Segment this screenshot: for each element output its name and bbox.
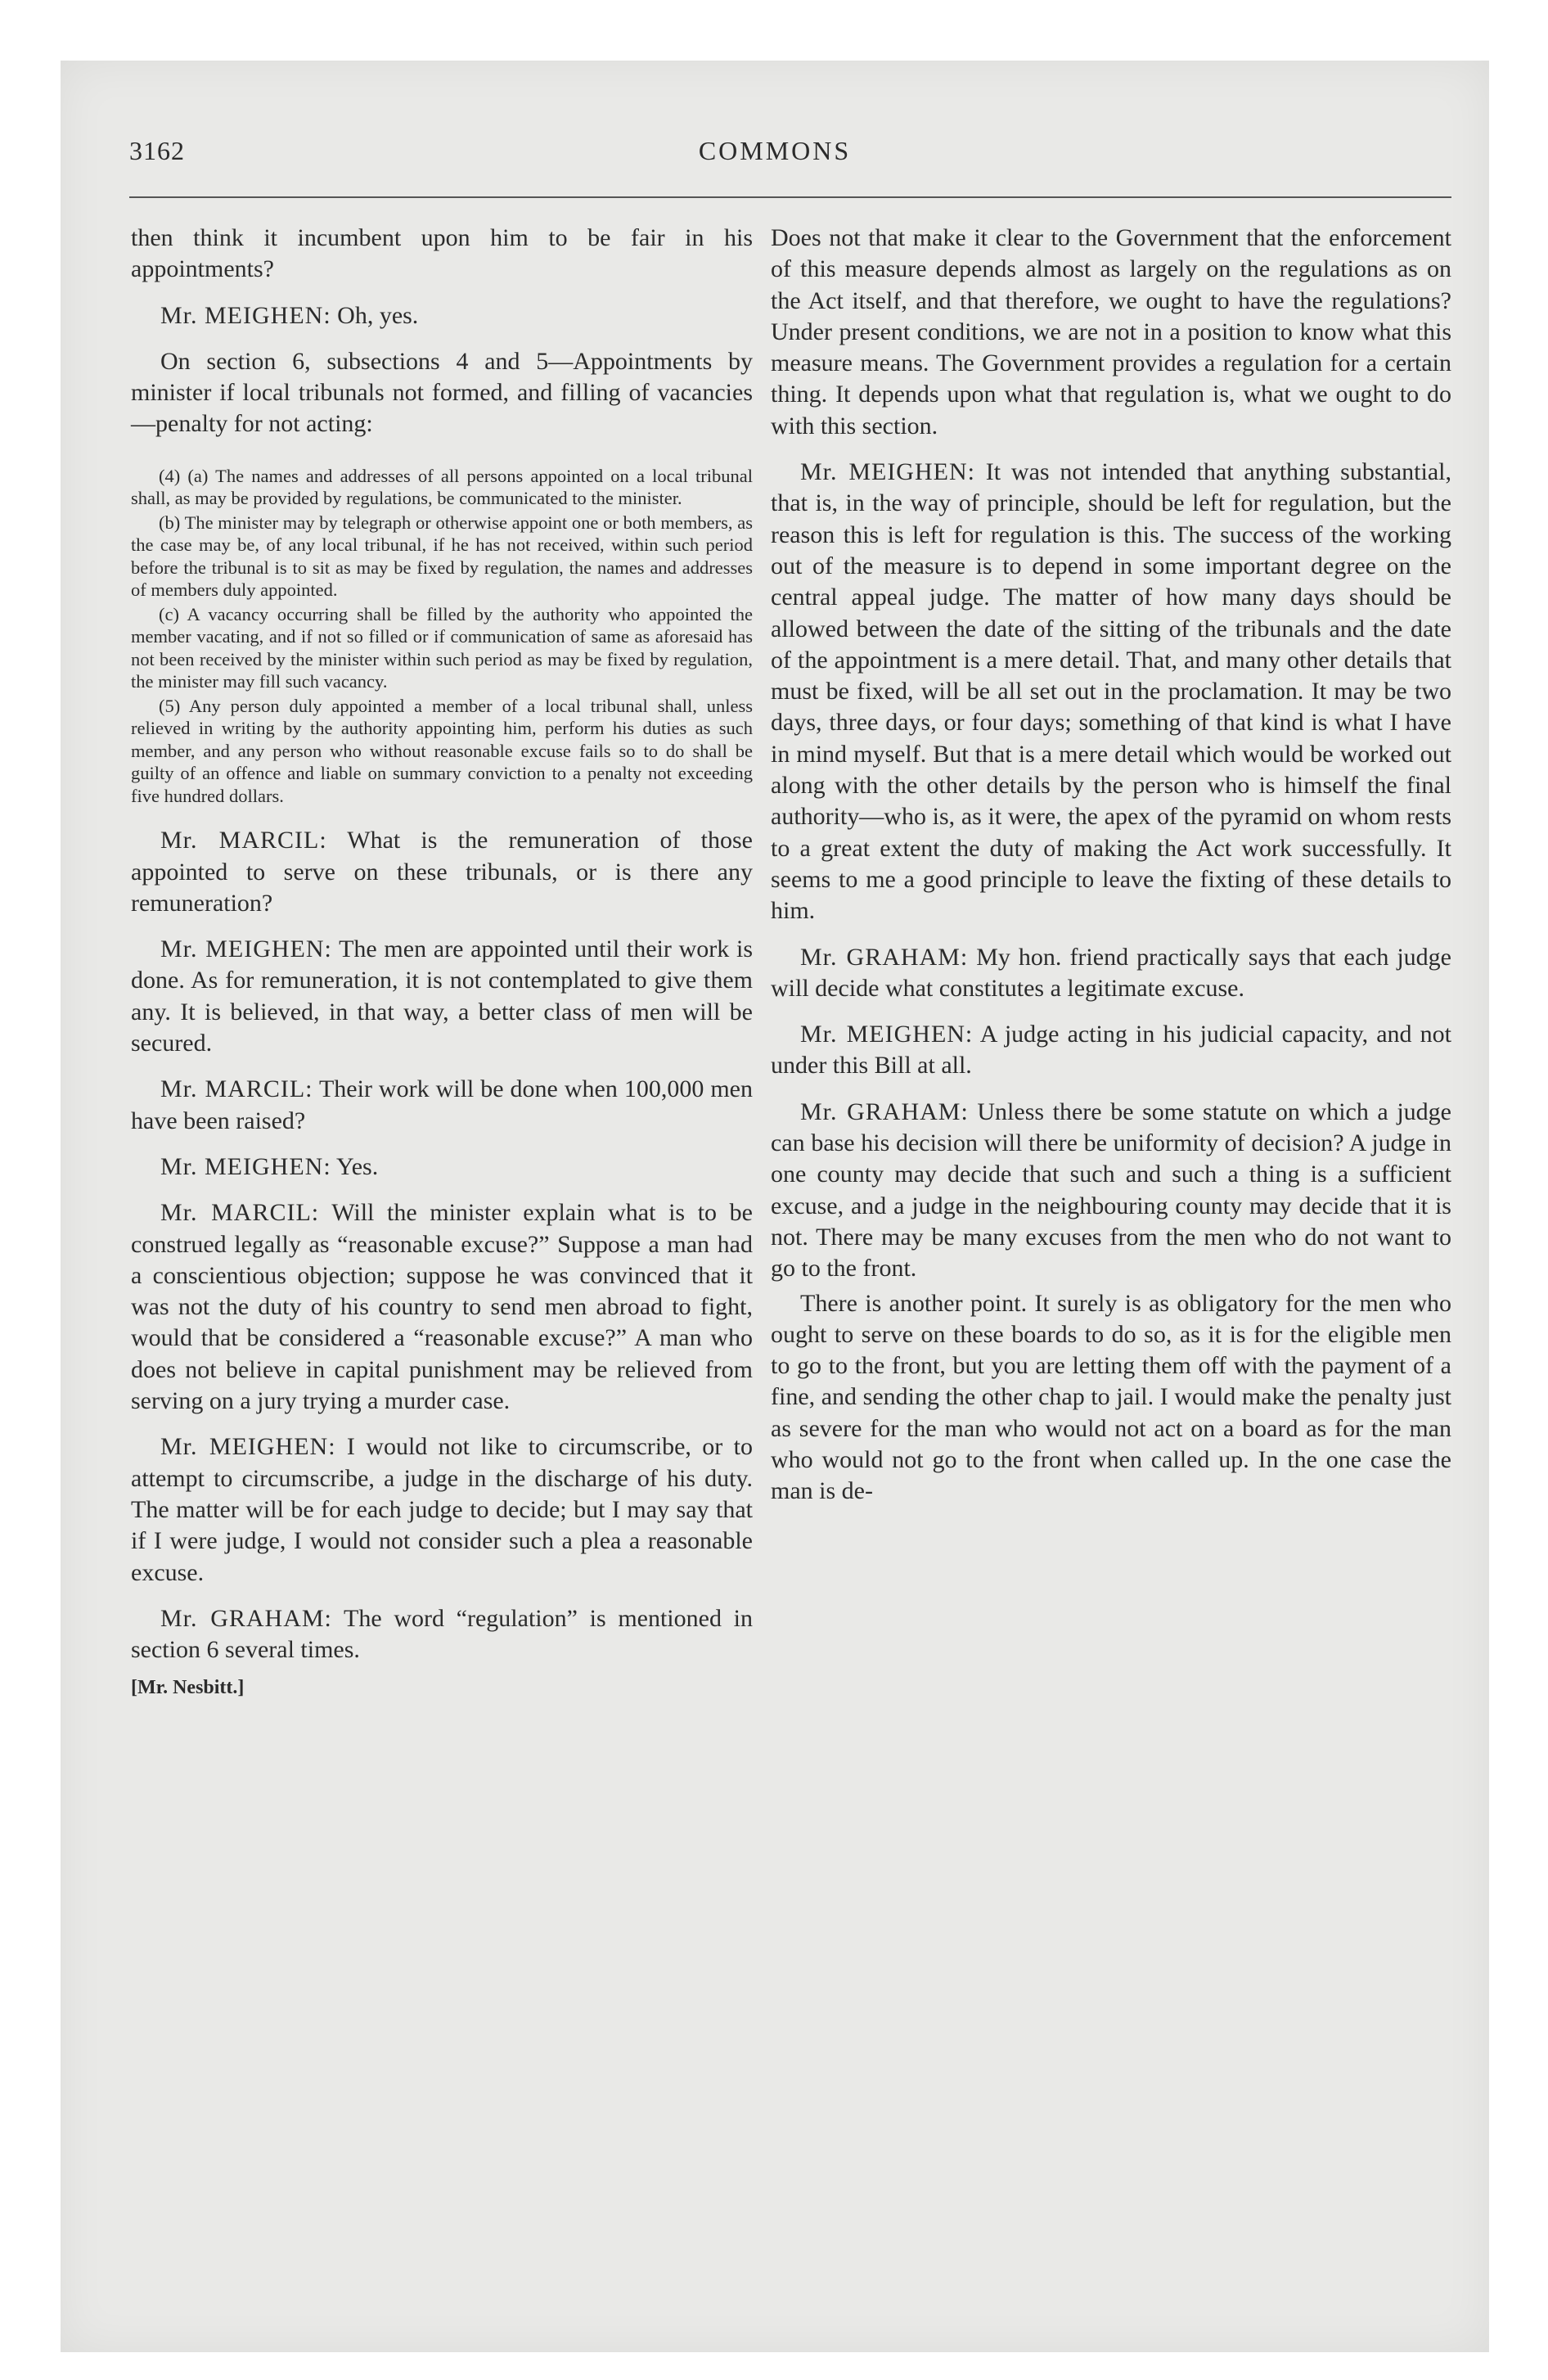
speech-text: Unless there be some statute on which a judge can base his decision will there be uniformity of decision? A judge in one county may decide that such and such a thing is a sufficient excuse, and a judge in the neighbouring county may decide that it is not. There may be many excuses from the men who do not want to go to the front. — [771, 1098, 1451, 1282]
speaker-name: Mr. MEIGHEN: — [800, 1021, 974, 1048]
speech — [131, 1197, 753, 1417]
speech — [131, 1152, 753, 1183]
speaker-name: Mr. MARCIL: — [160, 1199, 320, 1227]
running-head: COMMONS — [698, 136, 852, 165]
right-column — [771, 223, 1451, 1522]
header-rule — [129, 196, 1451, 198]
speech — [771, 1019, 1451, 1082]
speech — [131, 1603, 753, 1666]
speaker-name: Mr. MARCIL: — [160, 1075, 313, 1103]
speech — [131, 1074, 753, 1137]
speech-text: Yes. — [331, 1152, 379, 1180]
speech — [131, 825, 753, 919]
speaker-name: Mr. MARCIL: — [160, 827, 327, 854]
page — [61, 61, 1489, 2352]
speech-text: It was not intended that anything substantial, that is, in the way of principle, should be left for regulation, but the reason this is left for regulation is this. The success of the working out of the measure is to depend in some important degree on the central appeal judge. The matter of how many days should be allowed between the date of the sitting of the tribunals and the date of the appointment is a mere detail. That, and many other details that must be fixed, will be all set out in the proclamation. It may be two days, three days, or four days; something of that kind is what I have in mind myself. But that is a mere detail which would be worked out along with the other details by the person who is himself the final authority—who is, as it were, the apex of the pyramid on whom rests to a great extent the duty of making the Act work successfully. It seems to me a good principle to leave the fixting of these details to him. — [771, 458, 1451, 925]
speech-text: I would not like to circumscribe, or to attempt to circumscribe, a judge in the discharge of his duty. The matter will be for each judge to decide; but I may say that if I were judge, I would not consider such a plea a reasonable excuse. — [131, 1433, 753, 1586]
speaker-name: Mr. GRAHAM: — [800, 943, 969, 971]
speech-text: The word “regulation” is mentioned in section 6 several times. — [131, 1604, 753, 1664]
page-number: 3162 — [129, 136, 185, 165]
speaker-name: Mr. MEIGHEN: — [160, 935, 332, 963]
statute-clause: (b) The minister may by telegraph or otherwise appoint one or both members, as the case may be, of any local tribunal, if he has not received, within such period before the tribunal is to sit as may be fixed by regulation, the names and addresses of members duly appointed. — [131, 512, 753, 601]
speech — [131, 934, 753, 1059]
paragraph: then think it incumbent upon him to be fair in his appointments? — [131, 224, 753, 283]
speech — [131, 300, 753, 331]
speech-text: Their work will be done when 100,000 men have been raised? — [131, 1075, 753, 1134]
speaker-name: Mr. MEIGHEN: — [160, 1433, 336, 1461]
left-column — [131, 223, 753, 1704]
speech-text: Oh, yes. — [331, 301, 419, 329]
paragraph: There is another point. It surely is as obligatory for the men who ought to serve on these boards to do so, as it is for the eligible men to go to the front, but you are letting them off with the payment of a fine, and sending the other chap to jail. I would make the penalty just as severe for the man who would not act on a board as for the man who would not go to the front when called up. In the one case the man is de- — [771, 1289, 1451, 1505]
speaker-name: Mr. GRAHAM: — [800, 1098, 969, 1125]
speech — [771, 457, 1451, 926]
speaker-name: Mr. MEIGHEN: — [160, 1152, 331, 1180]
statute-clause: (4) (a) The names and addresses of all persons appointed on a local tribunal shall, as may be provided by regulations, be communicated to the minister. — [131, 465, 753, 509]
page-footer-speaker: [Mr. Nesbitt.] — [131, 1677, 245, 1699]
speech-text: Will the minister explain what is to be construed legally as “reasonable excuse?” Suppose a man had a conscientious objection; suppose he was convinced that it was not the duty of his country to send men abroad to fight, would that be considered a “reasonable excuse?” A man who does not believe in capital punishment may be relieved from serving on a jury trying a murder case. — [131, 1199, 753, 1415]
speech — [771, 1097, 1451, 1285]
speaker-name: Mr. GRAHAM: — [160, 1604, 332, 1632]
speech-text: What is the remuneration of those appointed to serve on these tribunals, or is there any remuneration? — [131, 827, 753, 917]
speech-text: A judge acting in his judicial capacity, and not under this Bill at all. — [771, 1021, 1451, 1080]
statute-clause: (c) A vacancy occurring shall be filled by the authority who appointed the member vacating, and if not so filled or if communication of same as aforesaid has not been received by the minister within such period as may be fixed by regulation, the minister may fill such vacancy. — [131, 603, 753, 692]
speech-text: My hon. friend practically says that each judge will decide what constitutes a legitimate excuse. — [771, 943, 1451, 1002]
section-heading: On section 6, subsections 4 and 5—Appointments by minister if local tribunals not formed, and filling of vacancies—penalty for not acting: — [131, 347, 753, 438]
speech — [131, 1431, 753, 1588]
statute-clause: (5) Any person duly appointed a member of a local tribunal shall, unless relieved in writing by the authority appointing him, perform his duties as such member, and any person who without reasonable excuse fails so to do shall be guilty of an offence and liable on summary conviction to a penalty not exceeding five hundred dollars. — [131, 695, 753, 806]
paragraph: Does not that make it clear to the Government that the enforcement of this measure depends almost as largely on the regulations as on the Act itself, and that therefore, we ought to have the regulations? Under present conditions, we are not in a position to know what this measure means. The Government provides a regulation for a certain thing. It depends upon what that regulation is, what we ought to do with this section. — [771, 224, 1451, 439]
speaker-name: Mr. MEIGHEN: — [800, 458, 975, 486]
speech — [771, 942, 1451, 1005]
speaker-name: Mr. MEIGHEN: — [160, 301, 331, 329]
speech-text: The men are appointed until their work is done. As for remuneration, it is not contemplated to give them any. It is believed, in that way, a better class of men will be secured. — [131, 935, 753, 1057]
